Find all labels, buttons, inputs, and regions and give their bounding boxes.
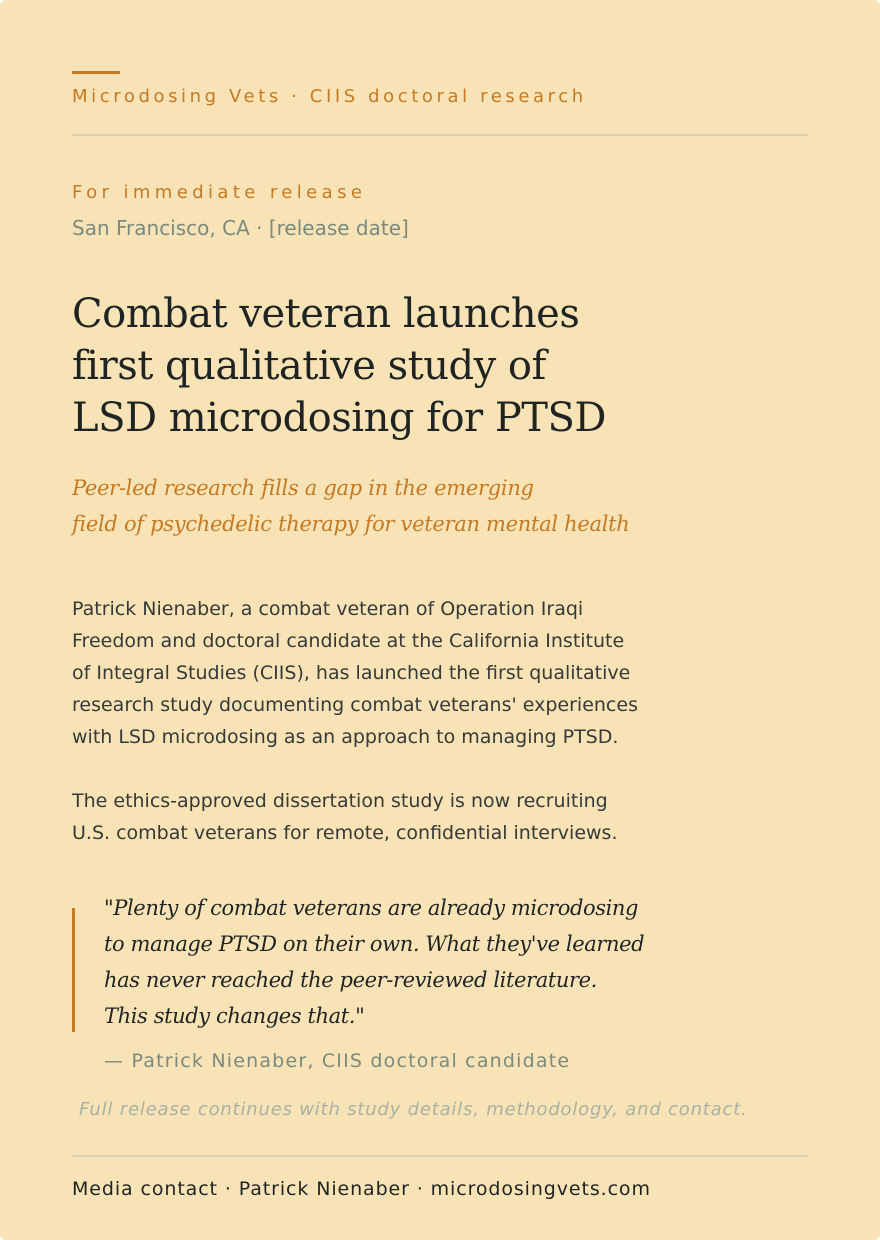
paragraph-line: with LSD microdosing as an approach to managing PTSD. — [72, 726, 619, 748]
subheadline — [72, 470, 772, 542]
media-contact-footer: Media contact · Patrick Nienaber · microdosingvets.com — [72, 1178, 651, 1200]
accent-bar — [72, 71, 120, 74]
continues-note: Full release continues with study details, methodology, and contact. — [79, 1099, 748, 1120]
paragraph-line: Freedom and doctoral candidate at the California Institute — [72, 630, 625, 652]
quote-attribution: — Patrick Nienaber, CIIS doctoral candidate — [104, 1050, 571, 1072]
quote-line: to manage PTSD on their own. What they've learned — [104, 932, 645, 956]
headline-line: first qualitative study of — [72, 343, 546, 389]
quote-line: "Plenty of combat veterans are already microdosing — [104, 896, 639, 920]
paragraph-line: Patrick Nienaber, a combat veteran of Operation Iraqi — [72, 598, 584, 620]
brand-line: Microdosing Vets · CIIS doctoral research — [72, 86, 587, 107]
bottom-divider — [72, 1155, 808, 1157]
paragraph-line: U.S. combat veterans for remote, confidential interviews. — [72, 822, 618, 844]
quote-line: has never reached the peer-reviewed literature. — [104, 968, 597, 992]
quote-line: This study changes that." — [104, 1004, 365, 1028]
body-paragraph-1 — [72, 593, 772, 753]
paragraph-line: of Integral Studies (CIIS), has launched the first qualitative — [72, 662, 631, 684]
paragraph-line: research study documenting combat veterans' experiences — [72, 694, 638, 716]
subheadline-line: field of psychedelic therapy for veteran mental health — [72, 512, 630, 536]
pull-quote — [104, 890, 744, 1034]
paragraph-line: The ethics-approved dissertation study is now recruiting — [72, 790, 608, 812]
body-paragraph-2 — [72, 785, 772, 849]
dateline: San Francisco, CA · [release date] — [72, 216, 409, 240]
headline-line: LSD microdosing for PTSD — [72, 395, 606, 441]
headline — [72, 288, 712, 444]
top-divider — [72, 134, 808, 136]
headline-line: Combat veteran launches — [72, 291, 580, 337]
quote-accent-bar — [72, 908, 75, 1032]
release-label: For immediate release — [72, 182, 367, 203]
subheadline-line: Peer-led research fills a gap in the emerging — [72, 476, 534, 500]
